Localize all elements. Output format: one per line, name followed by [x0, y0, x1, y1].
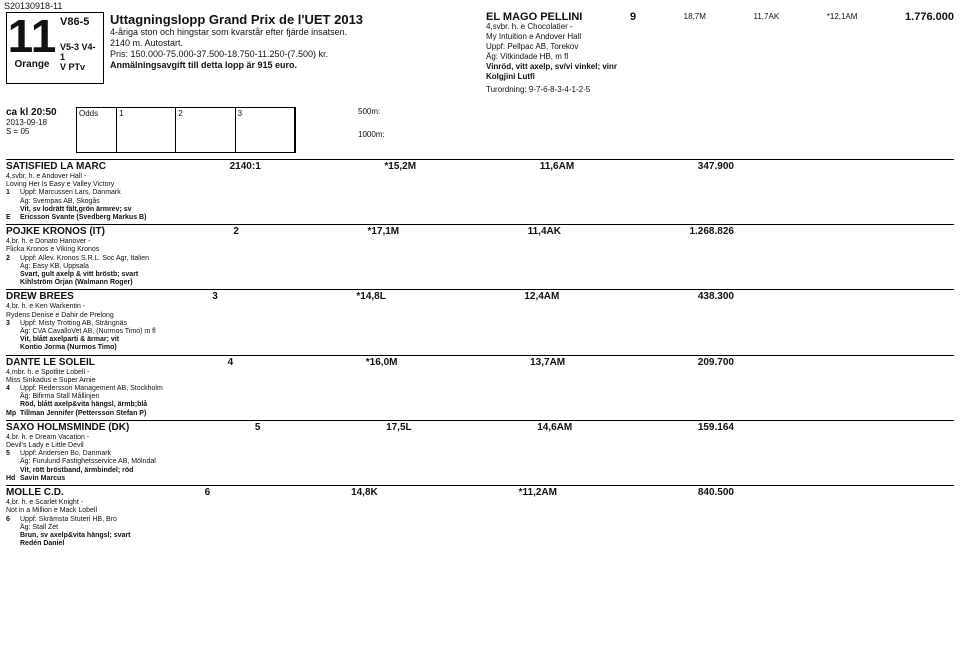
horse-line: Svart, gult axelp & vitt bröstb; svart	[20, 271, 139, 279]
horse-line: 4,br. h. e Scarlet Knight -	[6, 499, 84, 507]
horse-rec2: 11,4AK	[527, 226, 561, 238]
ref-line: My Intuition e Andover Hall	[486, 32, 582, 41]
horse-name: SATISFIED LA MARC	[6, 161, 106, 172]
odds-s: S = 05	[6, 127, 30, 136]
horse-no: 4	[6, 385, 10, 393]
horse-rec2: 12,4AM	[524, 291, 560, 303]
horse-line: 4,br. h. e Donato Hanover -	[6, 238, 91, 246]
horse-rec: *15,2M	[384, 161, 417, 172]
horse-line: Äg: CVA CavalloVet AB, (Nurmos Timo) m fl	[20, 328, 156, 336]
horse-line: Vit, blått axelparti & ärmar; vit	[20, 336, 120, 344]
horse-line: Kihlström Örjan (Walmann Roger)	[20, 279, 133, 287]
odds-time: ca kl 20:50	[6, 107, 57, 118]
horse-dist: 6	[204, 487, 211, 499]
horse-line: 4,br. h. e Ken Warkentin -	[6, 303, 86, 311]
race-vptv: V PTv	[60, 62, 86, 72]
horse-rec: 14,8K	[351, 487, 378, 499]
ref-no: 9	[629, 11, 637, 23]
odds-head: 1	[117, 108, 176, 152]
horse-sum: 1.268.826	[689, 226, 734, 238]
horse-line: Redén Daniel	[20, 540, 65, 548]
horse-entry	[6, 420, 954, 483]
horse-no: 2	[6, 254, 10, 262]
horse-line: Flicka Kronos e Viking Kronos	[6, 246, 100, 254]
horse-sum: 840.500	[697, 487, 734, 499]
ref-line: Uppf: Pellpac AB, Torekov	[486, 42, 579, 51]
horse-post: Mp	[6, 409, 17, 417]
odds-date: 2013-09-18	[6, 118, 47, 127]
horse-rec2: *11,2AM	[518, 487, 557, 499]
horse-line: Devil's Lady e Little Devil	[6, 442, 84, 450]
horse-sum: 209.700	[697, 356, 734, 368]
horse-line: Rydens Denise e Dahir de Prelong	[6, 311, 114, 319]
horse-line: 4,br. h. e Dream Vacation -	[6, 433, 90, 441]
horse-dist: 5	[254, 421, 261, 433]
odds-head: 3	[236, 108, 295, 152]
horse-entry	[6, 289, 954, 352]
horse-sum: 159.164	[697, 421, 734, 433]
horse-rec: *17,1M	[367, 226, 400, 238]
horse-rec: *16,0M	[365, 356, 398, 368]
odds-head: 2	[176, 108, 235, 152]
odds-head: Odds	[77, 108, 117, 152]
horse-no: 6	[6, 515, 10, 523]
horse-dist: 2140:1	[229, 161, 261, 172]
ref-line: 4,svbr. h. e Chocolatier -	[486, 22, 573, 31]
odds-grid	[76, 107, 296, 153]
page-id: S20130918-11	[4, 1, 63, 11]
horse-line: Savin Marcus	[20, 474, 66, 482]
horse-line: Vit, sv lodrätt fält,grön ärmrev; sv	[20, 205, 132, 213]
horse-line: Äg: Furulund Fastighetsservice AB, Mölndal	[20, 458, 156, 466]
horse-post: Hd	[6, 474, 16, 482]
horse-line: Äg: Svempas AB, Skogås	[20, 197, 100, 205]
horse-no: 3	[6, 319, 10, 327]
horse-rec2: 11,6AM	[539, 161, 575, 172]
horse-name: POJKE KRONOS (IT)	[6, 226, 105, 238]
ref-rec: 18,7M	[683, 12, 706, 21]
ref-line: Vinröd, vitt axelp, sv/vi vinkel; vinr	[486, 62, 618, 71]
race-info	[110, 12, 480, 95]
horse-line: Äg: Bifirma Stall Mållinjen	[20, 393, 100, 401]
horse-name: MOLLE C.D.	[6, 487, 64, 499]
race-v5: V5-3 V4-1	[60, 42, 96, 62]
horse-line: Uppf: Misty Trotting AB, Strängnäs	[20, 319, 127, 327]
ref-rec3: *12,1AM	[826, 12, 858, 21]
horse-entry	[6, 159, 954, 222]
race-line: 2140 m. Autostart.	[110, 38, 184, 48]
horse-entry	[6, 485, 954, 548]
ref-name: EL MAGO PELLINI	[486, 11, 583, 23]
horse-sum: 347.900	[697, 161, 734, 172]
odds-section	[6, 107, 954, 153]
odds-500: 500m:	[358, 107, 381, 116]
horse-name: DANTE LE SOLEIL	[6, 356, 95, 368]
horse-dist: 2	[233, 226, 239, 238]
horse-line: Äg: Stall Zet	[20, 523, 59, 531]
ref-line: Äg: Vitkindade HB, m fl	[486, 52, 569, 61]
ref-sum: 1.776.000	[905, 11, 954, 23]
horse-line: Ericsson Svante (Svedberg Markus B)	[20, 214, 147, 222]
race-color: Orange	[14, 59, 50, 70]
race-number: 11	[7, 10, 57, 62]
race-line: 4-åriga ston och hingstar som kvarstår efter fjärde insatsen.	[110, 27, 348, 37]
race-code: V86-5	[60, 16, 90, 28]
horse-line: Loving Her Is Easy e Valley Victory	[6, 181, 115, 189]
horse-line: Miss Sinkadus e Super Arnie	[6, 376, 96, 384]
horse-line: Uppf: Andersen Bo, Danmark	[20, 450, 112, 458]
horse-line: Vit, rött bröstband, ärmbindel; röd	[20, 466, 134, 474]
reference-horse	[486, 12, 954, 95]
horse-line: 4,mbr. h. e Spotlite Lobell -	[6, 368, 90, 376]
race-line: Pris: 150.000-75.000-37.500-18.750-11.250-(7.500) kr.	[110, 49, 328, 59]
horse-line: Kontio Jorma (Nurmos Timo)	[20, 344, 117, 352]
horse-dist: 4	[227, 356, 234, 368]
horse-line: Not in a Million e Mack Lobell	[6, 507, 98, 515]
horse-line: Uppf: Allev. Kronos S.R.L. Soc Agr, Italien	[20, 254, 150, 262]
race-number-box	[6, 12, 104, 84]
horse-line: Uppf: Marcussen Lars, Danmark	[20, 189, 121, 197]
ref-line: Kolgjini Lutfi	[486, 72, 535, 81]
horse-line: Uppf: Skrämsta Stuteri HB, Bro	[20, 515, 117, 523]
horse-line: Uppf: Redersson Management AB, Stockholm	[20, 385, 163, 393]
horse-dist: 3	[212, 291, 218, 303]
race-header	[6, 12, 954, 95]
horse-line: Brun, sv axelp&vita hängsl; svart	[20, 531, 131, 539]
horse-line: Äg: Easy KB, Uppsala	[20, 262, 89, 270]
horse-no: 5	[6, 450, 10, 458]
ref-footer: Turordning: 9-7-6-8-3-4-1-2-5	[486, 85, 591, 94]
horse-line: Tillman Jennifer (Pettersson Stefan P)	[20, 409, 147, 417]
odds-1000: 1000m:	[358, 130, 385, 139]
horse-line: Röd, blått axelp&vita hängsl, ärmb;blå	[20, 401, 148, 409]
horse-post: E	[6, 214, 11, 222]
horse-rec2: 14,6AM	[537, 421, 573, 433]
horse-sum: 438.300	[697, 291, 734, 303]
horse-rec: 17,5L	[386, 421, 412, 433]
race-line: Anmälningsavgift till detta lopp är 915 euro.	[110, 60, 298, 70]
race-title: Uttagningslopp Grand Prix de l'UET 2013	[110, 12, 364, 27]
horse-name: SAXO HOLMSMINDE (DK)	[6, 421, 130, 433]
horse-rec: *14,8L	[356, 291, 386, 303]
horse-entry	[6, 224, 954, 287]
ref-rec2: 11,7AK	[753, 12, 780, 21]
horse-name: DREW BREES	[6, 291, 74, 303]
horse-list	[6, 159, 954, 548]
horse-no: 1	[6, 189, 10, 197]
horse-entry	[6, 355, 954, 418]
horse-rec2: 13,7AM	[530, 356, 566, 368]
horse-line: 4,svbr. h. e Andover Hall -	[6, 173, 87, 180]
